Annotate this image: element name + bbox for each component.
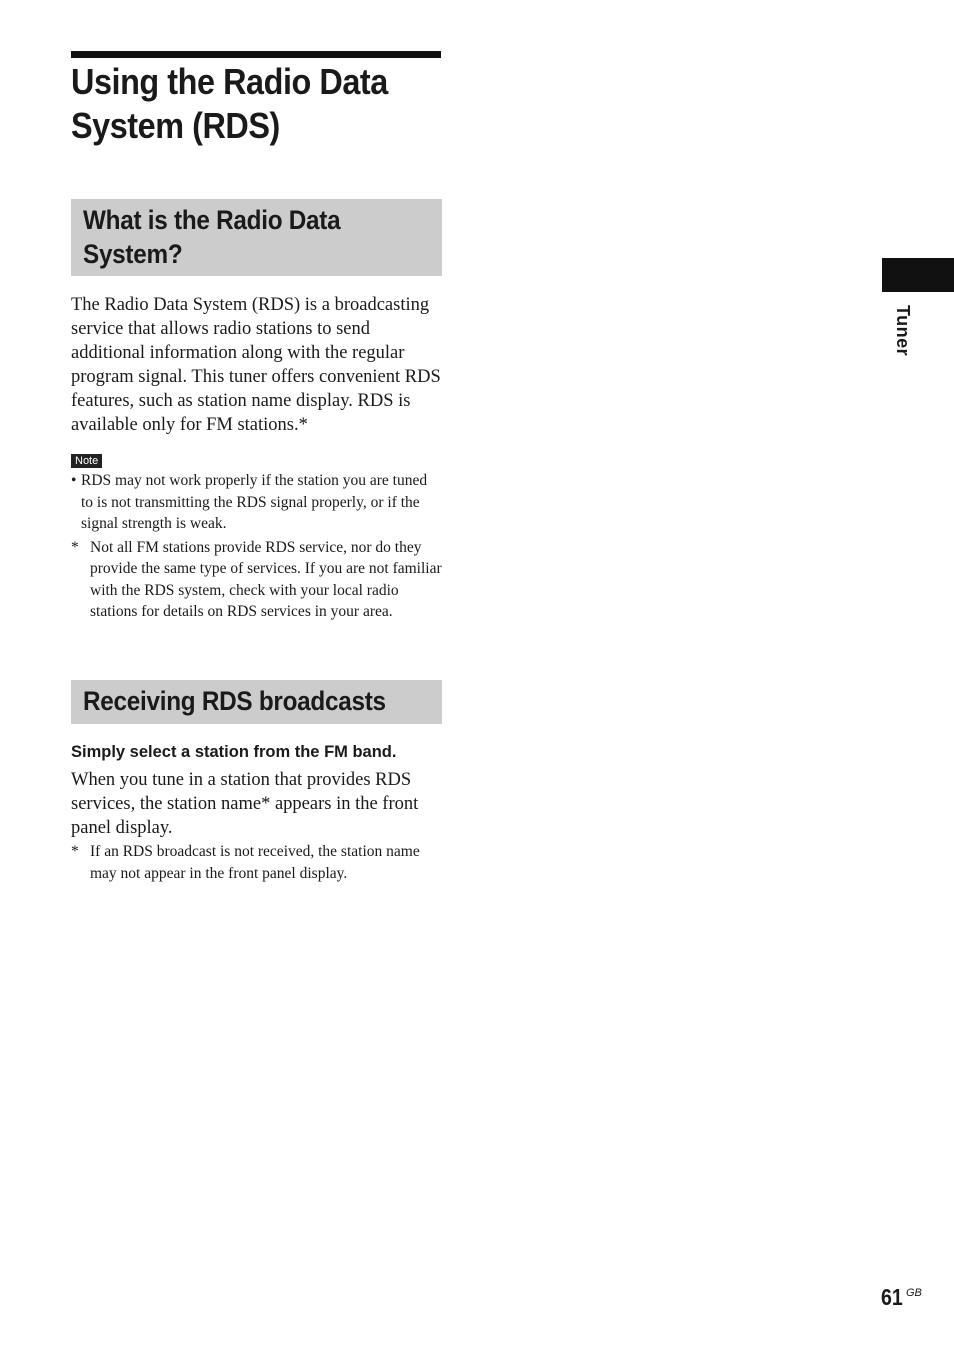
note-item [71, 470, 442, 535]
section2-paragraph: When you tune in a station that provides RDS services, the station name* appears in the front panel display. [71, 770, 419, 838]
footnote-text: Not all FM stations provide RDS service, nor do they provide the same type of services. If you are not familiar with the RDS system, check with your local radio stations for details on RDS services in your area. [90, 538, 442, 620]
note-text: RDS may not work properly if the station you are tuned to is not transmitting the RDS signal properly, or if the signal strength is weak. [81, 472, 428, 532]
section2-body [71, 741, 442, 884]
section-heading-text: Receiving RDS broadcasts [83, 686, 386, 716]
page-number-suffix: GB [906, 1287, 922, 1299]
section-heading-receiving-rds [71, 680, 442, 724]
note-block [71, 470, 442, 623]
footnote-item [71, 537, 442, 623]
instruction-heading: Simply select a station from the FM band. [71, 743, 397, 761]
page-number: 61 [881, 1284, 903, 1310]
section-heading-what-is-rds [71, 199, 442, 276]
page-title: Using the Radio Data System (RDS) [71, 61, 388, 146]
section1-body [71, 293, 442, 437]
chapter-tab-label: Tuner [893, 305, 913, 357]
section-heading-text: What is the Radio Data System? [83, 205, 341, 269]
bullet-mark: • [71, 472, 77, 489]
footnote-mark: * [71, 538, 79, 556]
title-rule [71, 51, 441, 58]
footnote-item [71, 841, 442, 884]
chapter-tab-marker [882, 258, 954, 292]
footnote-mark: * [71, 843, 79, 860]
note-badge: Note [71, 454, 102, 468]
footnote-text: If an RDS broadcast is not received, the station name may not appear in the front panel display. [90, 843, 420, 882]
section1-paragraph: The Radio Data System (RDS) is a broadcasting service that allows radio stations to send additional information along with the regular program signal. This tuner offers convenient RDS features, such as station name display. RDS is available only for FM stations.* [71, 295, 441, 435]
